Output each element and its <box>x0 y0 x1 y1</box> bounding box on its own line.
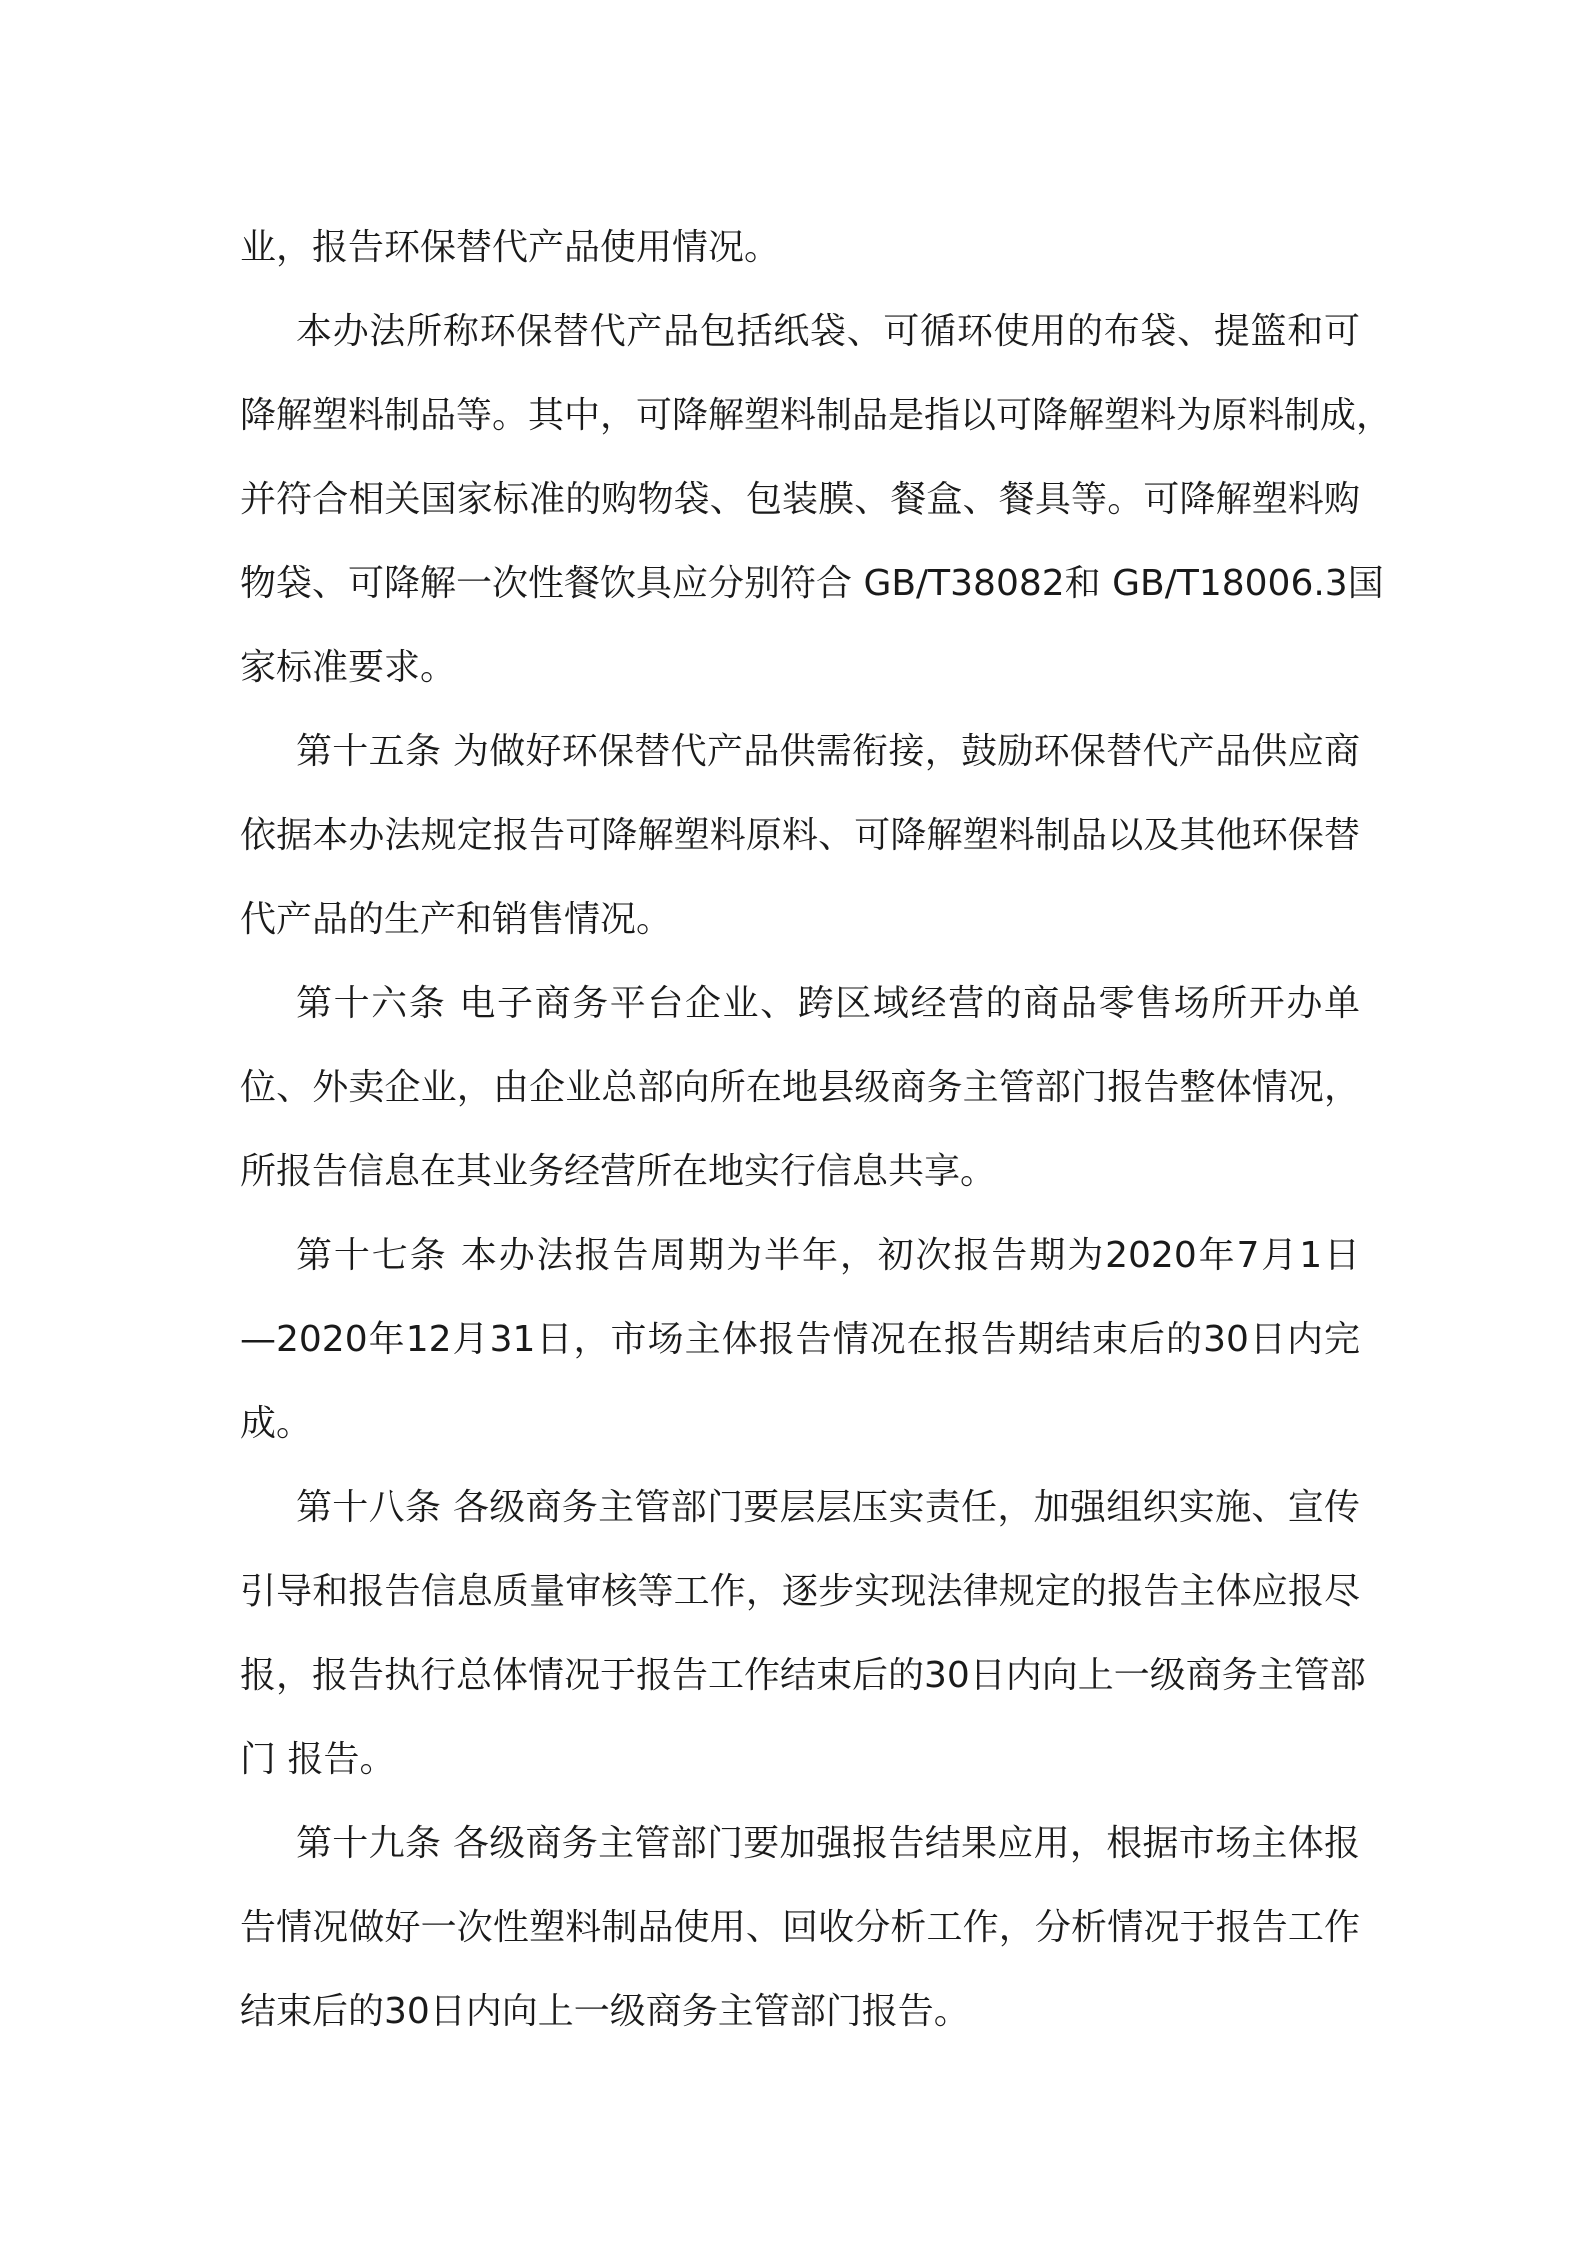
text-line-9: 代产品的生产和销售情况。 <box>240 899 673 940</box>
text-line-17: 引导和报告信息质量审核等工作，逐步实现法律规定的报告主体应报尽 <box>240 1571 1360 1612</box>
text-line-20: 第十九条 各级商务主管部门要加强报告结果应用，根据市场主体报 <box>296 1823 1360 1864</box>
text-line-3: 降解塑料制品等。其中，可降解塑料制品是指以可降解塑料为原料制成， <box>240 395 1393 436</box>
text-line-12: 所报告信息在其业务经营所在地实行信息共享。 <box>240 1151 997 1192</box>
text-line-18: 报，报告执行总体情况于报告工作结束后的30日内向上一级商务主管部 <box>240 1655 1366 1696</box>
text-line-1: 业，报告环保替代产品使用情况。 <box>240 227 781 268</box>
text-line-22: 结束后的30日内向上一级商务主管部门报告。 <box>240 1991 970 2032</box>
text-line-19: 门 报告。 <box>240 1739 396 1780</box>
text-line-2: 本办法所称环保替代产品包括纸袋、可循环使用的布袋、提篮和可 <box>296 311 1360 352</box>
text-line-11: 位、外卖企业，由企业总部向所在地县级商务主管部门报告整体情况， <box>240 1067 1360 1108</box>
text-line-16: 第十八条 各级商务主管部门要层层压实责任，加强组织实施、宣传 <box>296 1487 1360 1528</box>
text-line-5: 物袋、可降解一次性餐饮具应分别符合 GB/T38082和 GB/T18006.3国 <box>240 563 1384 604</box>
text-line-7: 第十五条 为做好环保替代产品供需衔接，鼓励环保替代产品供应商 <box>296 731 1360 772</box>
text-line-8: 依据本办法规定报告可降解塑料原料、可降解塑料制品以及其他环保替 <box>240 815 1360 856</box>
text-line-10: 第十六条 电子商务平台企业、跨区域经营的商品零售场所开办单 <box>296 983 1360 1024</box>
text-line-14: —2020年12月31日，市场主体报告情况在报告期结束后的30日内完 <box>240 1319 1360 1360</box>
text-line-13: 第十七条 本办法报告周期为半年，初次报告期为2020年7月1日 <box>296 1235 1360 1276</box>
text-line-15: 成。 <box>240 1403 313 1444</box>
text-line-6: 家标准要求。 <box>240 647 457 688</box>
text-line-21: 告情况做好一次性塑料制品使用、回收分析工作，分析情况于报告工作 <box>240 1907 1360 1948</box>
text-line-4: 并符合相关国家标准的购物袋、包装膜、餐盒、餐具等。可降解塑料购 <box>240 479 1360 520</box>
